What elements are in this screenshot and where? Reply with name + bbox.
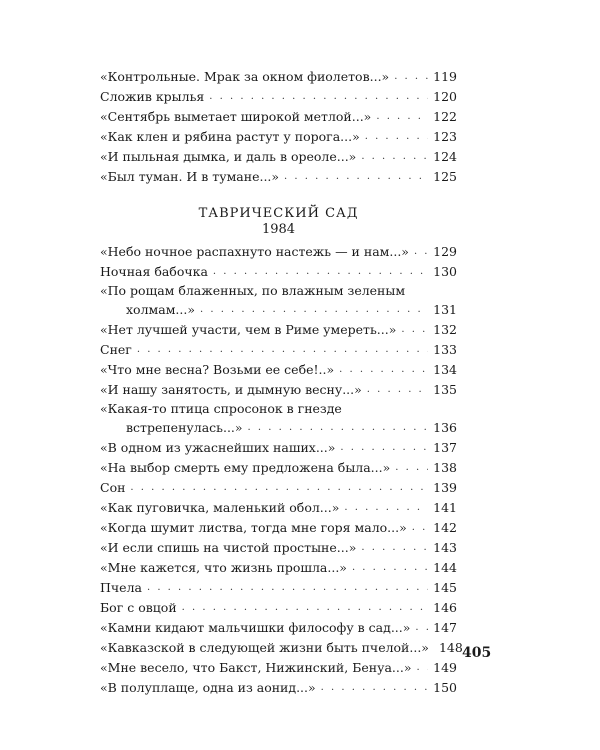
toc-entry-page: 142 bbox=[433, 520, 457, 535]
toc-entry-title: Снег bbox=[100, 342, 132, 357]
toc-top-list bbox=[100, 67, 457, 187]
section-year: 1984 bbox=[261, 222, 296, 237]
toc-entry-page: 120 bbox=[433, 89, 457, 104]
toc-entry-title: Сложив крылья bbox=[100, 89, 205, 104]
dot-leader bbox=[395, 458, 428, 478]
toc-entry-title: «В одном из ужаснейших наших...» bbox=[100, 440, 336, 455]
dot-leader bbox=[361, 147, 428, 167]
dot-leader bbox=[200, 300, 428, 320]
toc-entry bbox=[100, 127, 457, 147]
toc-entry bbox=[100, 400, 457, 438]
dot-leader bbox=[344, 498, 428, 518]
toc-entry-title: Бог с овцой bbox=[100, 600, 177, 615]
dot-leader bbox=[367, 380, 428, 400]
toc-entry-page: 134 bbox=[433, 362, 457, 377]
toc-entry-title: «Мне кажется, что жизнь прошла...» bbox=[100, 560, 347, 575]
dot-leader bbox=[321, 678, 428, 698]
toc-entry-page: 132 bbox=[433, 322, 457, 337]
toc-entry bbox=[100, 438, 457, 458]
toc-entry bbox=[100, 262, 457, 282]
toc-entry-title: «И если спишь на чистой простыне...» bbox=[100, 540, 357, 555]
toc-entry-page: 119 bbox=[433, 69, 457, 84]
dot-leader bbox=[339, 360, 428, 380]
toc-entry-title: «И пыльная дымка, и даль в ореоле...» bbox=[100, 149, 357, 164]
toc-entry-title-continued: встрепенулась...» bbox=[126, 420, 243, 435]
toc-entry bbox=[100, 167, 457, 187]
toc-entry bbox=[100, 478, 457, 498]
toc-entry bbox=[100, 638, 463, 658]
toc-entry-title: «Какая-то птица спросонок в гнезде bbox=[100, 401, 342, 416]
dot-leader bbox=[412, 518, 428, 538]
dot-leader bbox=[213, 262, 428, 282]
table-of-contents bbox=[100, 67, 463, 698]
toc-entry-title: «Когда шумит листва, тогда мне горя мало...» bbox=[100, 520, 407, 535]
toc-entry bbox=[100, 518, 457, 538]
toc-entry bbox=[100, 538, 457, 558]
toc-entry-page: 124 bbox=[433, 149, 457, 164]
dot-leader bbox=[137, 340, 428, 360]
toc-entry bbox=[100, 618, 457, 638]
toc-entry-title: «Нет лучшей участи, чем в Риме умереть...» bbox=[100, 322, 397, 337]
toc-entry-title: «И нашу занятость, и дымную весну...» bbox=[100, 382, 362, 397]
section-heading bbox=[100, 205, 457, 238]
toc-entry-title: «Что мне весна? Возьми ее себе!..» bbox=[100, 362, 335, 377]
toc-entry-page: 136 bbox=[433, 420, 457, 435]
dot-leader bbox=[401, 320, 428, 340]
toc-entry-page: 123 bbox=[433, 129, 457, 144]
toc-entry-page: 135 bbox=[433, 382, 457, 397]
toc-entry bbox=[100, 87, 457, 107]
toc-entry-page: 137 bbox=[433, 440, 457, 455]
toc-entry-page: 131 bbox=[433, 302, 457, 317]
dot-leader bbox=[352, 558, 428, 578]
toc-entry-page: 150 bbox=[433, 680, 457, 695]
toc-entry-title: «Кавказской в следующей жизни быть пчелой...» bbox=[100, 640, 429, 655]
toc-entry-page: 130 bbox=[433, 264, 457, 279]
toc-entry-title: Сон bbox=[100, 480, 126, 495]
dot-leader bbox=[284, 167, 428, 187]
section-title: ТАВРИЧЕСКИЙ САД bbox=[198, 206, 359, 221]
toc-entry-title: «Контрольные. Мрак за окном фиолетов...» bbox=[100, 69, 390, 84]
toc-entry-page: 133 bbox=[433, 342, 457, 357]
dot-leader bbox=[147, 578, 428, 598]
toc-entry-title: «Был туман. И в тумане...» bbox=[100, 169, 280, 184]
toc-entry-page: 148 bbox=[438, 640, 463, 655]
toc-entry-page: 143 bbox=[433, 540, 457, 555]
toc-entry-page: 129 bbox=[433, 244, 457, 259]
toc-entry bbox=[100, 578, 457, 598]
dot-leader bbox=[414, 242, 428, 262]
toc-entry bbox=[100, 360, 457, 380]
toc-entry bbox=[100, 458, 457, 478]
dot-leader bbox=[415, 618, 428, 638]
toc-entry-title: «Как пуговичка, маленький обол...» bbox=[100, 500, 340, 515]
toc-entry-page: 145 bbox=[433, 580, 457, 595]
toc-entry-page: 141 bbox=[433, 500, 457, 515]
toc-entry bbox=[100, 558, 457, 578]
toc-entry-page: 149 bbox=[433, 660, 457, 675]
toc-entry bbox=[100, 67, 457, 87]
toc-section-list bbox=[100, 242, 463, 698]
dot-leader bbox=[365, 127, 428, 147]
page-number: 405 bbox=[462, 645, 492, 661]
dot-leader bbox=[248, 418, 429, 438]
toc-entry bbox=[100, 282, 457, 320]
toc-entry-title: «По рощам блаженных, по влажным зеленым bbox=[100, 283, 406, 298]
dot-leader bbox=[376, 107, 428, 127]
toc-entry-title: «Как клен и рябина растут у порога...» bbox=[100, 129, 360, 144]
toc-entry-page: 147 bbox=[433, 620, 457, 635]
dot-leader bbox=[417, 658, 429, 678]
toc-entry-page: 146 bbox=[433, 600, 457, 615]
toc-entry-page: 138 bbox=[433, 460, 457, 475]
toc-entry bbox=[100, 658, 457, 678]
toc-entry-page: 122 bbox=[433, 109, 457, 124]
toc-entry-title: «Камни кидают мальчишки философу в сад...» bbox=[100, 620, 411, 635]
toc-entry-title: Пчела bbox=[100, 580, 142, 595]
dot-leader bbox=[182, 598, 428, 618]
toc-entry-page: 125 bbox=[433, 169, 457, 184]
dot-leader bbox=[361, 538, 428, 558]
toc-entry bbox=[100, 380, 457, 400]
toc-entry bbox=[100, 147, 457, 167]
dot-leader bbox=[394, 67, 428, 87]
toc-entry-page: 144 bbox=[433, 560, 457, 575]
toc-entry bbox=[100, 107, 457, 127]
toc-entry-title: «На выбор смерть ему предложена была...» bbox=[100, 460, 391, 475]
toc-entry-page: 139 bbox=[433, 480, 457, 495]
toc-entry-title-continued: холмам...» bbox=[126, 302, 195, 317]
toc-entry bbox=[100, 598, 457, 618]
toc-entry bbox=[100, 320, 457, 340]
toc-entry bbox=[100, 678, 457, 698]
toc-entry-title: «Мне весело, что Бакст, Нижинский, Бенуа...» bbox=[100, 660, 412, 675]
toc-entry-title: Ночная бабочка bbox=[100, 264, 208, 279]
dot-leader bbox=[130, 478, 428, 498]
dot-leader bbox=[340, 438, 428, 458]
dot-leader bbox=[209, 87, 428, 107]
toc-entry-title: «Небо ночное распахнуто настежь — и нам...» bbox=[100, 244, 409, 259]
toc-entry bbox=[100, 340, 457, 360]
toc-entry-title: «Сентябрь выметает широкой метлой...» bbox=[100, 109, 372, 124]
toc-entry-title: «В полуплаще, одна из аонид...» bbox=[100, 680, 316, 695]
toc-entry bbox=[100, 498, 457, 518]
toc-entry bbox=[100, 242, 457, 262]
